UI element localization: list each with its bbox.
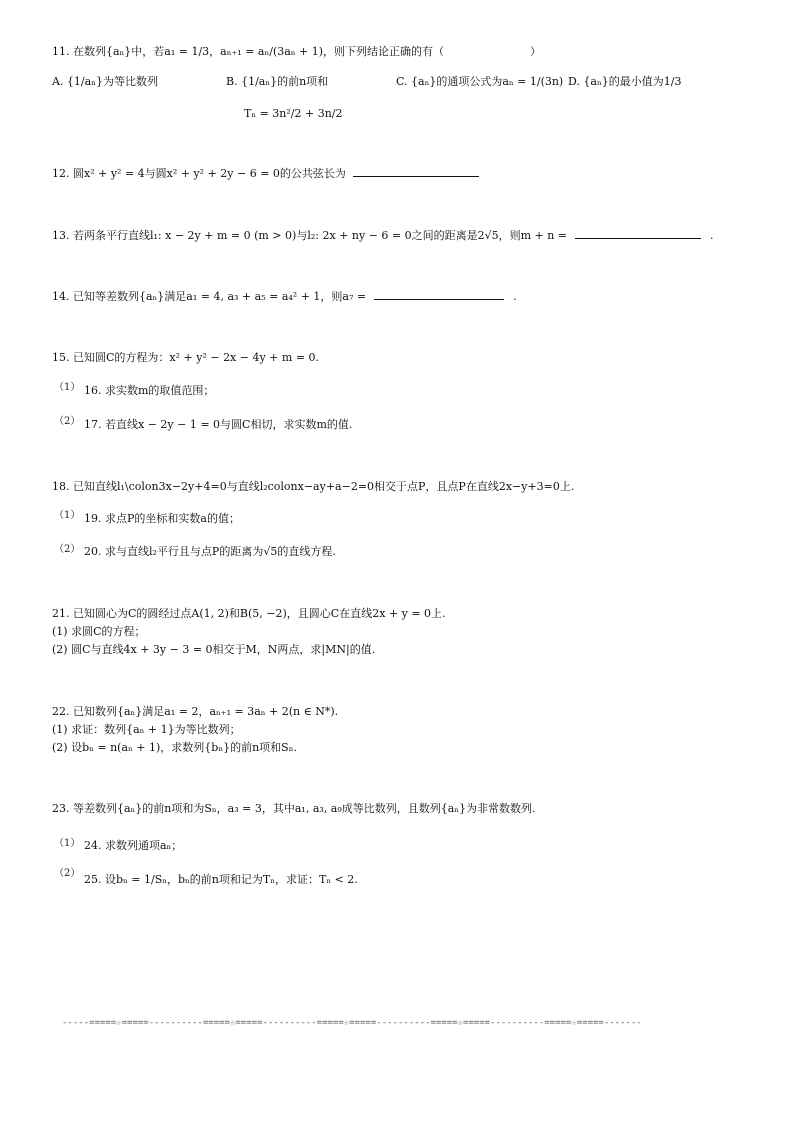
q15-part1-marker: （1） — [54, 382, 81, 393]
q11-option-b-line1: B. {1/aₙ}的前n项和 — [226, 75, 329, 88]
q22-part2: (2) 设bₙ = n(aₙ + 1)，求数列{bₙ}的前n项和Sₙ. — [52, 741, 297, 754]
q15-sub1: 16. 求实数m的取值范围； — [84, 384, 215, 397]
q15-part2-marker: （2） — [54, 416, 81, 427]
q11-option-c: C. {aₙ}的通项公式为aₙ = 1/(3n) — [396, 75, 564, 88]
q23-stem: 23. 等差数列{aₙ}的前n项和为Sₙ，a₃ = 3，其中a₁, a₃, a₉成等比数列，且数列{aₙ}为非常数数列. — [52, 802, 536, 815]
q21-stem: 21. 已知圆心为C的圆经过点A(1, 2)和B(5, −2)，且圆心C在直线2x + y = 0上. — [52, 607, 446, 620]
q11-option-d: D. {aₙ}的最小值为1/3 — [568, 75, 682, 88]
q22-stem: 22. 已知数列{aₙ}满足a₁ = 2，aₙ₊₁ = 3aₙ + 2(n ∈ N*). — [52, 705, 339, 718]
q13-answer-blank[interactable] — [575, 228, 701, 239]
q12-answer-blank[interactable] — [353, 166, 479, 177]
q21-part2: (2) 圆C与直线4x + 3y − 3 = 0相交于M，N两点，求|MN|的值. — [52, 643, 376, 656]
q18-sub1: 19. 求点P的坐标和实数a的值； — [84, 512, 240, 525]
footer-divider: -----=====☆=====----------=====☆=====----------=====☆=====----------=====☆=====----------=====☆=====------- — [62, 1018, 642, 1028]
q11-stem: 11. 在数列{aₙ}中，若a₁ = 1/3，aₙ₊₁ = aₙ/(3aₙ + 1)，则下列结论正确的有（ — [52, 45, 445, 58]
q13-text: 13. 若两条平行直线l₁: x − 2y + m = 0 (m > 0)与l₂: 2x + ny − 6 = 0之间的距离是2√5，则m + n = . — [52, 229, 714, 242]
q11-option-a: A. {1/aₙ}为等比数列 — [52, 75, 158, 88]
q11-option-b-line2: Tₙ = 3n²/2 + 3n/2 — [244, 107, 343, 120]
q23-sub1: 24. 求数列通项aₙ； — [84, 839, 183, 852]
q11-answer-paren: ） — [530, 45, 541, 58]
q15-stem: 15. 已知圆C的方程为：x² + y² − 2x − 4y + m = 0. — [52, 351, 320, 364]
q22-part1: (1) 求证：数列{aₙ + 1}为等比数列； — [52, 723, 241, 736]
q18-stem: 18. 已知直线l₁\colon3x−2y+4=0与直线l₂colonx−ay+a−2=0相交于点P，且点P在直线2x−y+3=0上. — [52, 480, 575, 493]
q23-part1-marker: （1） — [54, 838, 81, 849]
q18-part1-marker: （1） — [54, 510, 81, 521]
q15-sub2: 17. 若直线x − 2y − 1 = 0与圆C相切，求实数m的值. — [84, 418, 353, 431]
q21-part1: (1) 求圆C的方程； — [52, 625, 146, 638]
q23-part2-marker: （2） — [54, 868, 81, 879]
q14-answer-blank[interactable] — [374, 289, 504, 300]
q18-sub2: 20. 求与直线l₂平行且与点P的距离为√5的直线方程. — [84, 545, 336, 558]
q18-part2-marker: （2） — [54, 544, 81, 555]
q12-text: 12. 圆x² + y² = 4与圆x² + y² + 2y − 6 = 0的公共弦长为 — [52, 166, 479, 182]
q23-sub2: 25. 设bₙ = 1/Sₙ，bₙ的前n项和记为Tₙ，求证：Tₙ < 2. — [84, 873, 358, 886]
q14-text: 14. 已知等差数列{aₙ}满足a₁ = 4, a₃ + a₅ = a₄² + 1，则a₇ = . — [52, 290, 517, 303]
